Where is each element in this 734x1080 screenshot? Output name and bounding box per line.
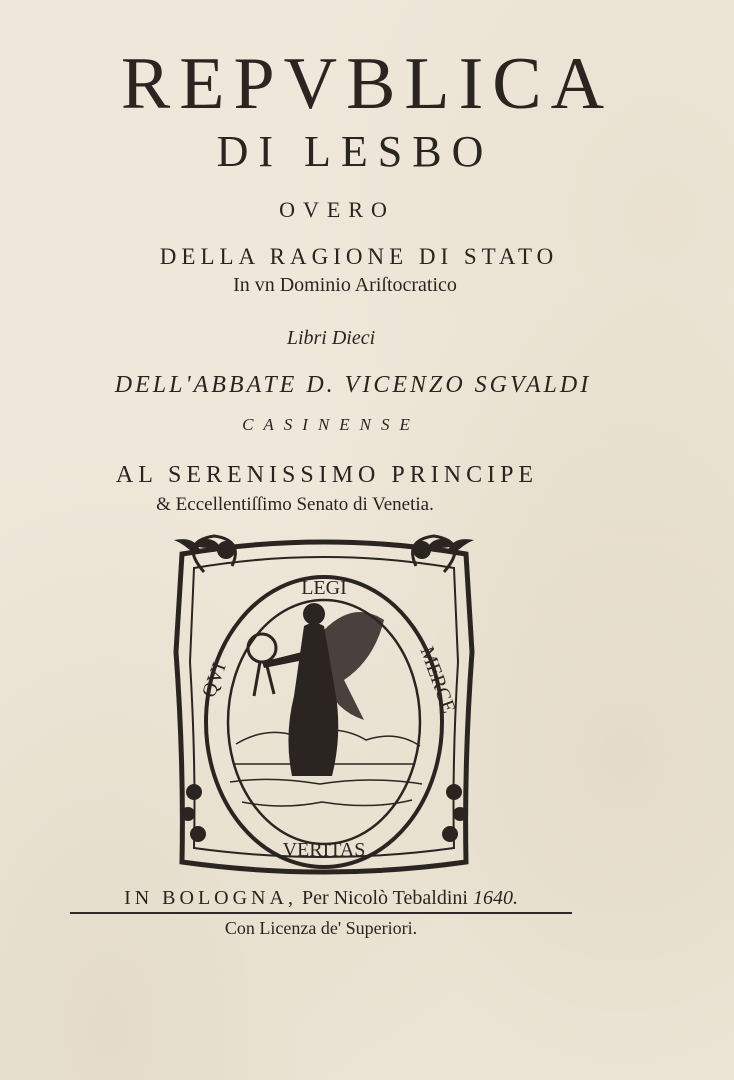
ring-text-bottom: VERITAS [282,839,366,861]
imprint-city: IN BOLOGNA, [124,887,297,909]
book-subtitle: DELLA RAGIONE DI STATO [159,244,559,269]
imprint-printer: Per Nicolò Tebaldini [301,887,468,909]
imprint-year: 1640. [472,887,518,909]
author-order: CASINENSE [242,415,420,434]
book-title-line-2: DI LESBO [216,127,494,176]
book-title-line-1: REPVBLICA [120,43,614,125]
license-line: Con Licenza de' Superiori. [224,918,418,938]
author-name: DELL'ABBATE D. VICENZO SGVALDI [114,372,592,398]
dedication-line-2: & Eccellentiſſimo Senato di Venetia. [156,494,434,515]
volume-count: Libri Dieci [286,327,376,349]
imprint-line [0,885,688,911]
imprint-rule [70,912,572,914]
ring-text-right: MERCE [415,643,460,717]
book-subtitle-2: In vn Dominio Ariſtocratico [233,274,457,296]
ring-text-top: LEGI [301,577,347,599]
title-connector: OVERO [279,197,395,222]
winged-victory-woodcut-icon [164,532,484,880]
ring-text-left: QVI [197,659,231,701]
dedication-line-1: AL SERENISSIMO PRINCIPE [115,462,539,488]
